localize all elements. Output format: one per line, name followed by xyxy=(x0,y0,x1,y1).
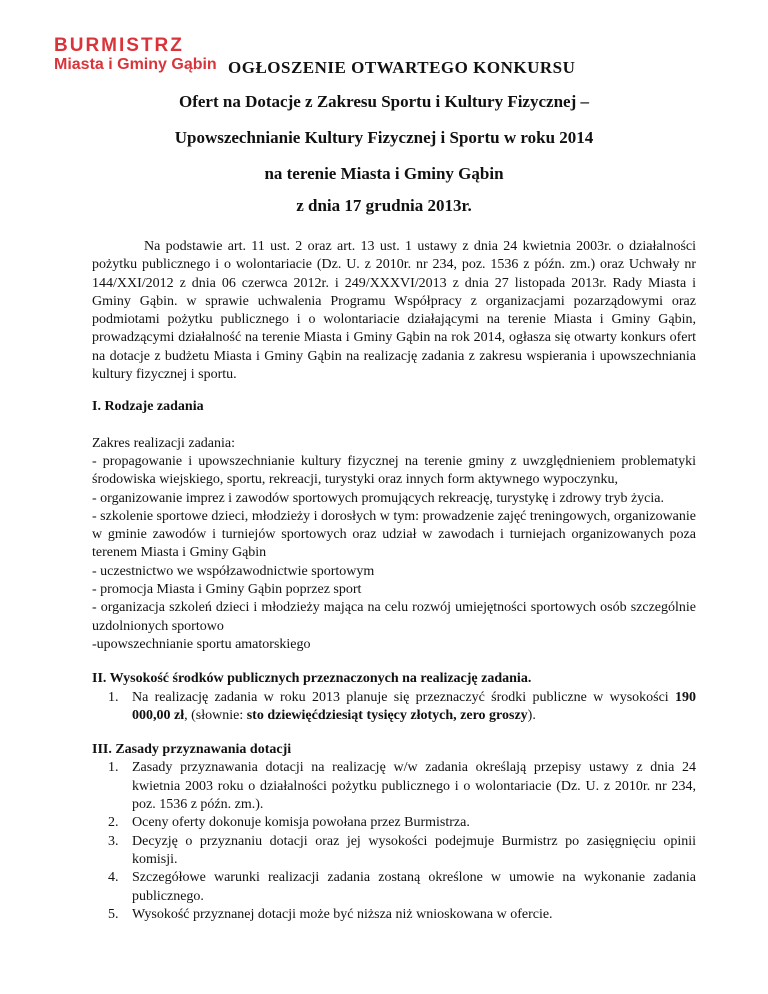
section-3-list xyxy=(92,759,696,924)
document-body xyxy=(92,238,696,924)
section-1-item: - propagowanie i upowszechnianie kultury fizycznej na terenie gminy z uwzględnieniem problematyki środowiska wiejskiego, sportu, rekreacji, turystyki oraz innych form aktywnego wypoczynku, xyxy=(92,453,696,488)
document-title: OGŁOSZENIE OTWARTEGO KONKURSU xyxy=(228,58,576,77)
section-1-lead: Zakres realizacji zadania: xyxy=(92,435,236,451)
burmistrz-stamp xyxy=(54,36,217,73)
section-3-item: 1. Zasady przyznawania dotacji na realizację w/w zadania określają przepisy ustawy z dnia 24 kwietnia 2003 roku o działalności pożytku publicznego i o wolontariacie (Dz. U. z 2010r. nr 234, poz. 1536 z późn. zm.). xyxy=(122,759,696,814)
section-1-item: - szkolenie sportowe dzieci, młodzieży i dorosłych w tym: prowadzenie zajęć treningowych, organizowanie w gminie zawodów i turniejów sportowych oraz udział w zawodach i turniejach organizowanych poza terenem Miasta i Gminy Gąbin xyxy=(92,508,696,561)
document-subtitle-3: na terenie Miasta i Gminy Gąbin xyxy=(264,164,504,183)
section-1-heading: I. Rodzaje zadania xyxy=(92,399,204,415)
section-3-item: 4. Szczegółowe warunki realizacji zadania zostaną określone w umowie na wykonanie zadania publicznego. xyxy=(122,869,696,906)
section-3-item: 5. Wysokość przyznanej dotacji może być niższa niż wnioskowana w ofercie. xyxy=(122,906,696,924)
section-2-amount-words: sto dziewięćdziesiąt tysięcy złotych, zero groszy xyxy=(246,707,528,723)
section-1-item: - organizacja szkoleń dzieci i młodzieży mająca na celu rozwój umiejętności sportowych osób szczególnie uzdolnionych sportowo xyxy=(92,600,696,634)
stamp-line-2: Miasta i Gminy Gąbin xyxy=(54,56,217,73)
section-2-amount: 190 000,00 zł xyxy=(132,689,696,723)
document-date: z dnia 17 grudnia 2013r. xyxy=(296,196,472,215)
section-3-item: 3. Decyzję o przyznaniu dotacji oraz jej wysokości podejmuje Burmistrz po zasięgnięciu opinii komisji. xyxy=(122,833,696,870)
section-1-item: -upowszechnianie sportu amatorskiego xyxy=(92,636,311,652)
section-2-text-b: , (słownie: xyxy=(184,707,247,723)
section-1-item: - promocja Miasta i Gminy Gąbin poprzez sport xyxy=(92,582,362,598)
section-2-text-a: Na realizację zadania w roku 2013 planuje się przeznaczyć środki publiczne w wysokości xyxy=(132,689,675,705)
section-2-list xyxy=(92,689,696,726)
section-2-item xyxy=(122,689,696,726)
section-1-item: - uczestnictwo we współzawodnictwie sportowym xyxy=(92,563,375,579)
section-1-item: - organizowanie imprez i zawodów sportowych promujących rekreację, turystykę i zdrowy tryb życia. xyxy=(92,490,664,506)
section-2-heading: II. Wysokość środków publicznych przeznaczonych na realizację zadania. xyxy=(92,671,532,687)
section-2-text-c: ). xyxy=(527,707,536,723)
stamp-line-1: BURMISTRZ xyxy=(54,35,184,56)
document-subtitle-1: Ofert na Dotacje z Zakresu Sportu i Kultury Fizycznej – xyxy=(179,92,589,111)
section-3-heading: III. Zasady przyznawania dotacji xyxy=(92,742,292,758)
intro-paragraph: Na podstawie art. 11 ust. 2 oraz art. 13 ust. 1 ustawy z dnia 24 kwietnia 2003r. o działalności pożytku publicznego i o wolontariacie (Dz. U. z 2010r. nr 234, poz. 1536 z późn. zm.) oraz Uchwały nr 144/XXI/2012 z dnia 06 czerwca 2012r. i 249/XXXVI/2013 z dnia 27 listopada 2013r. Rady Miasta i Gminy Gąbin. w sprawie uchwalenia Programu Współpracy z organizacjami pozarządowymi oraz podmiotami pożytku publicznego i o wolontariacie działającymi na terenie Miasta i Gminy Gąbin, prowadzącymi działalność na terenie Miasta i Gminy Gąbin na rok 2014, ogłasza się otwarty konkurs ofert na dotacje z budżetu Miasta i Gminy Gąbin na realizację zadania z zakresu wspierania i upowszechniania kultury fizycznej i sportu. xyxy=(92,239,696,383)
document-subtitle-2: Upowszechnianie Kultury Fizycznej i Sportu w roku 2014 xyxy=(174,128,594,147)
section-3-item: 2. Oceny oferty dokonuje komisja powołana przez Burmistrza. xyxy=(122,814,696,832)
